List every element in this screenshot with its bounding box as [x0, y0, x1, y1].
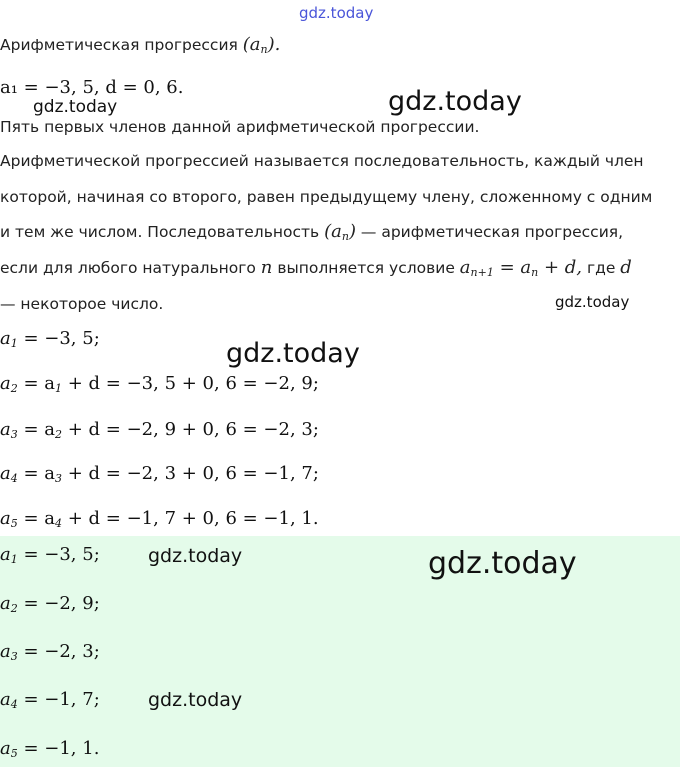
- answer5-var: a: [0, 738, 11, 759]
- answer2-sub: 2: [10, 602, 18, 615]
- definition-n: n: [260, 257, 273, 278]
- step4-mid: = a: [23, 463, 56, 484]
- step5-mid: = a: [23, 508, 56, 529]
- definition-seq-close: ): [348, 221, 356, 242]
- given-line-1: [0, 35, 280, 60]
- answer1-rest: = −3, 5;: [23, 544, 100, 565]
- given-text: Арифметическая прогрессия: [0, 36, 238, 54]
- solution-step-1: [0, 327, 100, 356]
- answer-4: [0, 688, 100, 717]
- answer2-var: a: [0, 593, 11, 614]
- answer-5: [0, 737, 99, 766]
- step2-rest: + d = −3, 5 + 0, 6 = −2, 9;: [67, 373, 319, 394]
- definition-seq-open: (a: [324, 221, 342, 242]
- answer5-rest: = −1, 1.: [23, 738, 100, 759]
- step4-rest: + d = −2, 3 + 0, 6 = −1, 7;: [67, 463, 319, 484]
- task-line: Пять первых членов данной арифметической прогрессии.: [0, 118, 480, 136]
- watermark: gdz.today: [388, 86, 522, 117]
- definition-4c: где: [586, 259, 616, 277]
- definition-4b: выполняется условие: [277, 259, 455, 277]
- step3-sub: 3: [10, 428, 18, 441]
- step4-sub: 4: [10, 472, 18, 485]
- answer1-var: a: [0, 544, 11, 565]
- step5-sub: 5: [10, 517, 18, 530]
- step3-rest: + d = −2, 9 + 0, 6 = −2, 3;: [67, 419, 319, 440]
- definition-line-5: — некоторое число.: [0, 295, 164, 313]
- step3-sub2: 2: [55, 428, 63, 441]
- step3-mid: = a: [23, 419, 56, 440]
- watermark: gdz.today: [148, 689, 243, 711]
- definition-formula-end: + d,: [543, 257, 583, 278]
- answer5-sub: 5: [10, 747, 18, 760]
- step3-var: a: [0, 419, 11, 440]
- definition-line-2: которой, начиная со второго, равен предыдущему члену, сложенному с одним: [0, 188, 653, 206]
- step1-var: a: [0, 328, 11, 349]
- definition-3a: и тем же числом. Последовательность: [0, 223, 320, 241]
- solution-step-5: [0, 507, 319, 536]
- answer3-var: a: [0, 641, 11, 662]
- step5-var: a: [0, 508, 11, 529]
- definition-4a: если для любого натурального: [0, 259, 256, 277]
- answer4-sub: 4: [10, 698, 18, 711]
- definition-line-4: [0, 258, 632, 283]
- definition-3b: — арифметическая прогрессия,: [360, 223, 624, 241]
- solution-step-3: [0, 418, 319, 447]
- step2-sub: 2: [10, 382, 18, 395]
- definition-formula-sub2: n: [531, 266, 539, 279]
- step2-mid: = a: [23, 373, 56, 394]
- definition-formula-rest: = a: [499, 257, 532, 278]
- definition-formula-a: a: [459, 257, 471, 278]
- answer4-var: a: [0, 689, 11, 710]
- given-seq-open: (a: [242, 34, 261, 55]
- watermark: gdz.today: [33, 97, 118, 117]
- solution-step-4: [0, 462, 319, 491]
- step5-sub2: 4: [55, 517, 63, 530]
- given-seq-close: ).: [267, 34, 281, 55]
- watermark-top: gdz.today: [299, 4, 374, 22]
- definition-formula-sub: n+1: [470, 266, 494, 279]
- answer-2: [0, 592, 100, 621]
- answer-3: [0, 640, 100, 669]
- step2-sub2: 1: [55, 382, 63, 395]
- answer3-rest: = −2, 3;: [23, 641, 100, 662]
- step1-sub: 1: [10, 337, 18, 350]
- definition-line-1: Арифметической прогрессией называется последовательность, каждый член: [0, 152, 644, 170]
- answer4-rest: = −1, 7;: [23, 689, 100, 710]
- answer-1: [0, 543, 100, 572]
- watermark: gdz.today: [148, 545, 243, 567]
- step1-rest: = −3, 5;: [23, 328, 100, 349]
- answer3-sub: 3: [10, 650, 18, 663]
- step2-var: a: [0, 373, 11, 394]
- watermark: gdz.today: [555, 293, 630, 311]
- definition-d: d: [620, 257, 632, 278]
- watermark: gdz.today: [226, 338, 360, 369]
- step4-var: a: [0, 463, 11, 484]
- answer1-sub: 1: [10, 553, 18, 566]
- step4-sub2: 3: [55, 472, 63, 485]
- definition-line-3: [0, 222, 623, 247]
- solution-step-2: [0, 372, 319, 401]
- definition-seq-sub: n: [341, 230, 349, 243]
- step5-rest: + d = −1, 7 + 0, 6 = −1, 1.: [67, 508, 319, 529]
- answer2-rest: = −2, 9;: [23, 593, 100, 614]
- watermark: gdz.today: [428, 546, 577, 581]
- given-line-2: a₁ = −3, 5, d = 0, 6.: [0, 77, 184, 98]
- given-seq-sub: n: [260, 43, 268, 56]
- answer-box: [0, 536, 680, 767]
